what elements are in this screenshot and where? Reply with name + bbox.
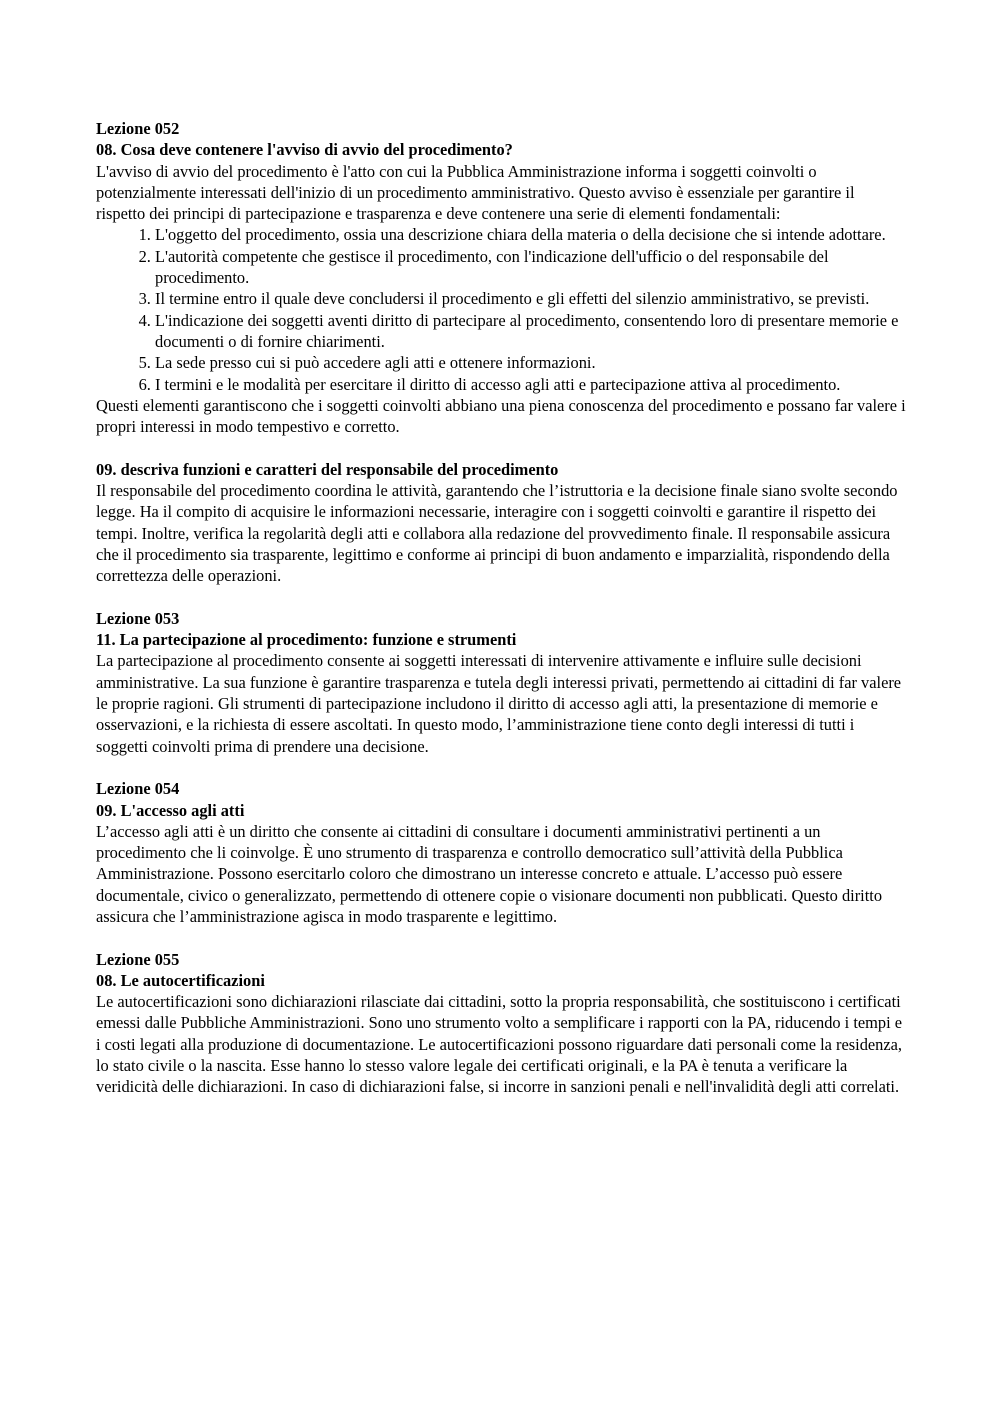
- paragraph-intro: L'avviso di avvio del procedimento è l'atto con cui la Pubblica Amministrazione informa i soggetti coinvolti o potenzialmente interessati dell'inizio di un procedimento amministrativo. Questo avviso è essenziale per garantire il rispetto dei principi di partecipazione e trasparenza e deve contenere una serie di elementi fondamentali:: [96, 161, 855, 224]
- paragraph-outro: Questi elementi garantiscono che i soggetti coinvolti abbiano una piena conoscenza del procedimento e possano far valere i propri interessi in modo tempestivo e corretto.: [96, 395, 906, 437]
- list-item: 2. L'autorità competente che gestisce il procedimento, con l'indicazione dell'ufficio o del responsabile del procedimento.: [155, 246, 906, 289]
- question-heading: 09. L'accesso agli atti: [96, 800, 245, 820]
- question-heading: 09. descriva funzioni e caratteri del responsabile del procedimento: [96, 459, 559, 479]
- spacer: [96, 757, 906, 778]
- question-heading: 08. Le autocertificazioni: [96, 970, 265, 990]
- lesson-heading: Lezione 054: [96, 779, 180, 799]
- section-lezione-052: [96, 118, 906, 437]
- lesson-heading: Lezione 053: [96, 608, 180, 628]
- spacer: [96, 437, 906, 458]
- list-item: 1. L'oggetto del procedimento, ossia una descrizione chiara della materia o della decisione che si intende adottare.: [155, 224, 906, 245]
- section-lezione-054: [96, 778, 906, 927]
- list-item: 3. Il termine entro il quale deve concludersi il procedimento e gli effetti del silenzio amministrativo, se previsti.: [155, 288, 906, 309]
- elements-list: [96, 224, 906, 394]
- section-lezione-055: [96, 949, 906, 1098]
- list-item: 5. La sede presso cui si può accedere agli atti e ottenere informazioni.: [155, 352, 906, 373]
- paragraph-body: La partecipazione al procedimento consente ai soggetti interessati di intervenire attivamente e influire sulle decisioni amministrative. La sua funzione è garantire trasparenza e tutela degli interessi privati, permettendo ai cittadini di far valere le proprie ragioni. Gli strumenti di partecipazione includono il diritto di accesso agli atti, la presentazione di memorie e osservazioni, e la richiesta di essere ascoltati. In questo modo, l’amministrazione tiene conto degli interessi di tutti i soggetti coinvolti prima di prendere una decisione.: [96, 651, 902, 756]
- lesson-heading: Lezione 052: [96, 119, 180, 138]
- list-item: 4. L'indicazione dei soggetti aventi diritto di partecipare al procedimento, consentendo loro di presentare memorie e documenti o di fornire chiarimenti.: [155, 310, 906, 353]
- section-responsabile: [96, 459, 906, 587]
- paragraph-body: L’accesso agli atti è un diritto che consente ai cittadini di consultare i documenti amministrativi pertinenti a un procedimento che li coinvolge. È uno strumento di trasparenza e controllo democratico sull’attività della Pubblica Amministrazione. Possono esercitarlo coloro che dimostrano un interesse concreto e attuale. L’accesso può essere documentale, civico o generalizzato, permettendo di ottenere copie o visionare documenti non pubblicati. Questo diritto assicura che l’amministrazione agisca in modo trasparente e legittimo.: [96, 821, 883, 926]
- question-heading: 11. La partecipazione al procedimento: funzione e strumenti: [96, 630, 517, 650]
- document-page: [96, 118, 906, 1098]
- paragraph-body: Le autocertificazioni sono dichiarazioni rilasciate dai cittadini, sotto la propria responsabilità, che sostituiscono i certificati emessi dalle Pubbliche Amministrazioni. Sono uno strumento volto a semplificare i rapporti con la PA, riducendo i tempi e i costi legati alla produzione di documentazione. Le autocertificazioni possono riguardare dati personali come la residenza, lo stato civile o la nascita. Esse hanno lo stesso valore legale dei certificati originali, e la PA è tenuta a verificare la veridicità delle dichiarazioni. In caso di dichiarazioni false, si incorre in sanzioni penali e nell'invalidità degli atti correlati.: [96, 992, 903, 1097]
- spacer: [96, 927, 906, 948]
- section-lezione-053: [96, 608, 906, 757]
- lesson-heading: Lezione 055: [96, 949, 180, 969]
- question-heading: 08. Cosa deve contenere l'avviso di avvio del procedimento?: [96, 140, 513, 160]
- paragraph-body: Il responsabile del procedimento coordina le attività, garantendo che l’istruttoria e la decisione finale siano svolte secondo legge. Ha il compito di acquisire le informazioni necessarie, interagire con i soggetti coinvolti e garantire il rispetto dei tempi. Inoltre, verifica la regolarità degli atti e collabora alla redazione del provvedimento finale. Il responsabile assicura che il procedimento sia trasparente, legittimo e conforme ai principi di buon andamento e imparzialità, rispondendo della correttezza delle operazioni.: [96, 481, 898, 586]
- list-item: 6. I termini e le modalità per esercitare il diritto di accesso agli atti e partecipazione attiva al procedimento.: [155, 374, 906, 395]
- spacer: [96, 587, 906, 608]
